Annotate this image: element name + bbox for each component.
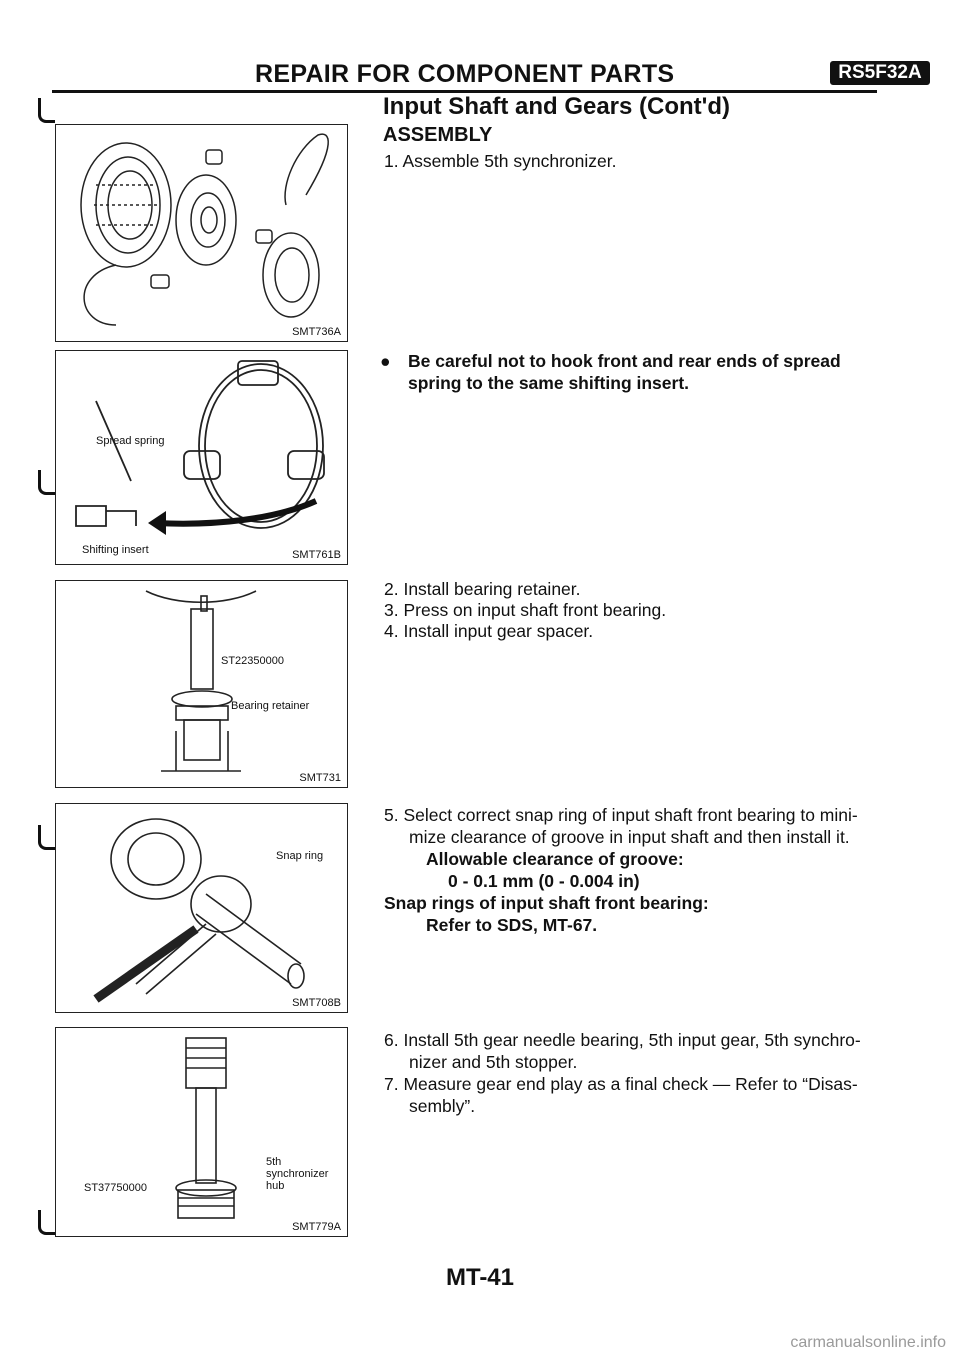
label-bearing-retainer: Bearing retainer [231,700,310,712]
figure-bearing-press [55,580,348,788]
label-spread-spring: Spread spring [96,435,165,447]
step-6-line-1: 6. Install 5th gear needle bearing, 5th input gear, 5th synchro- [384,1030,861,1050]
label-tool-st37750000: ST37750000 [84,1182,147,1194]
label-synchronizer-hub [266,1156,328,1192]
figure-spread-spring [55,350,348,565]
snap-ring-drawing [56,804,348,1013]
figure-code: SMT708B [292,997,341,1009]
figure-synchronizer-hub [55,1027,348,1237]
step-5-line-2: mize clearance of groove in input shaft and then install it. [409,827,850,847]
synchronizer-drawing [56,125,348,342]
step-5-allowable-value: 0 - 0.1 mm (0 - 0.004 in) [448,871,640,891]
caution-text: Be careful not to hook front and rear ends of spread spring to the same shifting insert. [408,351,841,393]
margin-mark [38,825,55,850]
step-7-line-1: 7. Measure gear end play as a final check — Refer to “Disas- [384,1074,858,1094]
section-title: Input Shaft and Gears (Cont'd) [383,93,731,120]
bullet-icon: ● [380,351,391,371]
step-2: 2. Install bearing retainer. [384,579,581,599]
margin-mark [38,98,55,123]
spread-spring-drawing [56,351,348,565]
label-snap-ring: Snap ring [276,850,324,862]
model-badge-text: RS5F32A [832,62,927,83]
step-7-line-2: sembly”. [409,1096,476,1116]
page-number: MT-41 [445,1264,514,1291]
figure-synchronizer-exploded [55,124,348,342]
step-5-line-1: 5. Select correct snap ring of input shaft front bearing to mini- [384,805,858,825]
bearing-press-drawing [56,581,348,788]
label-shifting-insert: Shifting insert [82,544,149,556]
figure-snap-ring [55,803,348,1013]
label-tool-st22350000: ST22350000 [221,655,284,667]
step-5-snap-label: Snap rings of input shaft front bearing: [384,893,709,913]
label-hub-line: 5th [266,1156,282,1168]
step-1: 1. Assemble 5th synchronizer. [384,151,617,171]
subsection-title: ASSEMBLY [383,124,493,146]
step-5-allowable-label: Allowable clearance of groove: [426,849,684,869]
figure-code: SMT736A [292,326,341,338]
step-4: 4. Install input gear spacer. [384,621,594,641]
figure-code: SMT731 [299,772,341,784]
label-hub-line: synchronizer [266,1168,329,1180]
margin-mark [38,470,55,495]
synchronizer-hub-drawing [56,1028,348,1237]
page-header-title: REPAIR FOR COMPONENT PARTS [255,60,675,88]
label-hub-line: hub [266,1180,285,1192]
model-badge [830,61,930,85]
caution-note [380,350,874,394]
figure-code: SMT779A [292,1221,341,1233]
figure-code: SMT761B [292,549,341,561]
step-3: 3. Press on input shaft front bearing. [384,600,667,620]
watermark: carmanualsonline.info [790,1334,946,1351]
step-6-line-2: nizer and 5th stopper. [409,1052,578,1072]
margin-mark [38,1210,55,1235]
step-5-reference: Refer to SDS, MT-67. [426,915,598,935]
